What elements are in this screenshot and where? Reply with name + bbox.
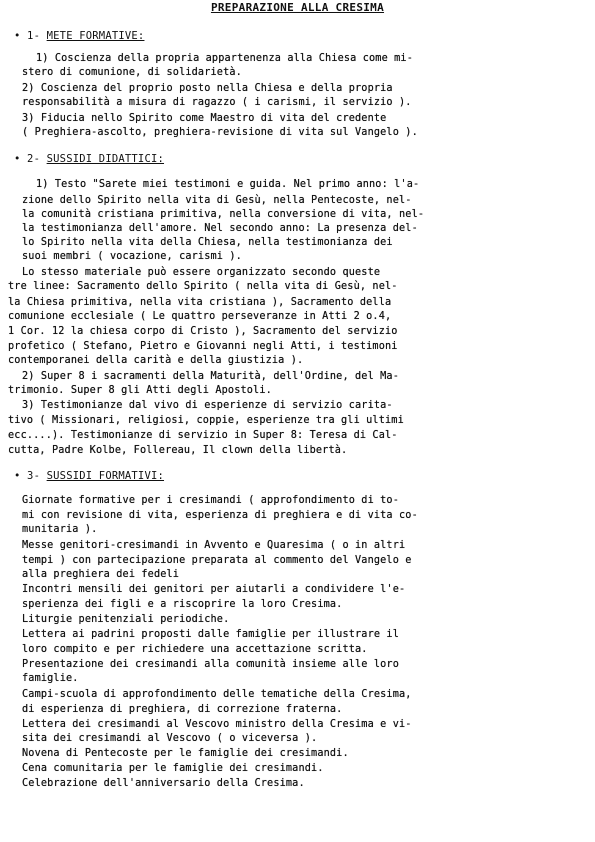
text-line: contemporanei della carità e della giustizia ). bbox=[8, 355, 304, 366]
text-line: suoi membri ( vocazione, carismi ). bbox=[22, 251, 242, 262]
text-line: Lettera ai padrini proposti dalle famiglie per illustrare il bbox=[22, 629, 400, 640]
text-line: loro compito e per richiedere una accettazione scritta. bbox=[22, 644, 368, 655]
text-line: Lettera dei cresimandi al Vescovo ministro della Cresima e vi- bbox=[22, 719, 412, 730]
text-line: la testimonianza dell'amore. Nel secondo anno: La presenza del- bbox=[22, 223, 418, 234]
text-line: lo Spirito nella vita della Chiesa, nella testimonianza dei bbox=[22, 237, 393, 248]
text-line: 3) Fiducia nello Spirito come Maestro di vita del credente bbox=[22, 113, 387, 124]
text-line: Giornate formative per i cresimandi ( approfondimento di to- bbox=[22, 495, 400, 506]
text-line: cutta, Padre Kolbe, Follereau, Il clown della libertà. bbox=[8, 445, 348, 456]
section-1-heading: • 1- METE FORMATIVE: bbox=[14, 30, 145, 42]
text-line: Incontri mensili dei genitori per aiutarli a condividere l'e- bbox=[22, 584, 406, 595]
text-line: munitaria ). bbox=[22, 524, 98, 535]
section-2-heading: • 2- SUSSIDI DIDATTICI: bbox=[14, 153, 165, 165]
text-line: famiglie. bbox=[22, 673, 79, 684]
text-line: 3) Testimonianze dal vivo di esperienze di servizio carita- bbox=[22, 400, 393, 411]
text-line: Messe genitori-cresimandi in Avvento e Quaresima ( o in altri bbox=[22, 540, 406, 551]
text-line: Liturgie penitenziali periodiche. bbox=[22, 614, 230, 625]
text-line: 1) Coscienza della propria appartenenza alla Chiesa come mi- bbox=[36, 53, 414, 64]
text-line: ecc....). Testimonianze di servizio in Super 8: Teresa di Cal- bbox=[8, 430, 398, 441]
text-line: Celebrazione dell'anniversario della Cresima. bbox=[22, 778, 305, 789]
text-line: comunione ecclesiale ( Le quattro perseveranze in Atti 2 o.4, bbox=[8, 311, 392, 322]
section-3-title: SUSSIDI FORMATIVI: bbox=[46, 470, 165, 482]
text-line: profetico ( Stefano, Pietro e Giovanni negli Atti, i testimoni bbox=[8, 341, 398, 352]
text-line: Lo stesso materiale può essere organizzato secondo queste bbox=[22, 267, 381, 278]
text-line: Campi-scuola di approfondimento delle tematiche della Cresima, bbox=[22, 689, 412, 700]
text-line: 1) Testo "Sarete miei testimoni e guida. Nel primo anno: l'a- bbox=[36, 179, 420, 190]
section-2-title: SUSSIDI DIDATTICI: bbox=[46, 153, 165, 165]
text-line: zione dello Spirito nella vita di Gesù, nella Pentecoste, nel- bbox=[22, 195, 412, 206]
text-line: responsabilità a misura di ragazzo ( i carismi, il servizio ). bbox=[22, 97, 412, 108]
text-line: alla preghiera dei fedeli bbox=[22, 569, 180, 580]
section-3-number: 3- bbox=[27, 470, 41, 482]
text-line: sita dei cresimandi al Vescovo ( o viceversa ). bbox=[22, 733, 318, 744]
text-line: 2) Super 8 i sacramenti della Maturità, dell'Ordine, del Ma- bbox=[22, 371, 400, 382]
text-line: ( Preghiera-ascolto, preghiera-revisione di vita sul Vangelo ). bbox=[22, 127, 418, 138]
text-line: stero di comunione, di solidarietà. bbox=[22, 67, 242, 78]
text-line: 1 Cor. 12 la chiesa corpo di Cristo ), Sacramento del servizio bbox=[8, 326, 398, 337]
section-1-title: METE FORMATIVE: bbox=[46, 30, 145, 42]
text-line: Cena comunitaria per le famiglie dei cresimandi. bbox=[22, 763, 324, 774]
section-2-number: 2- bbox=[27, 153, 41, 165]
text-line: la Chiesa primitiva, nella vita cristiana ), Sacramento della bbox=[8, 297, 392, 308]
document-title: PREPARAZIONE ALLA CRESIMA bbox=[210, 1, 385, 14]
text-line: tre linee: Sacramento dello Spirito ( nella vita di Gesù, nel- bbox=[8, 281, 398, 292]
text-line: tivo ( Missionari, religiosi, coppie, esperienze tra gli ultimi bbox=[8, 415, 404, 426]
text-line: sperienza dei figli e a riscoprire la loro Cresima. bbox=[22, 599, 343, 610]
text-line: Novena di Pentecoste per le famiglie dei cresimandi. bbox=[22, 748, 349, 759]
text-line: Presentazione dei cresimandi alla comunità insieme alle loro bbox=[22, 659, 400, 670]
text-line: 2) Coscienza del proprio posto nella Chiesa e della propria bbox=[22, 83, 393, 94]
text-line: di esperienza di preghiera, di correzione fraterna. bbox=[22, 704, 343, 715]
section-1-number: 1- bbox=[27, 30, 41, 42]
text-line: mi con revisione di vita, esperienza di preghiera e di vita co- bbox=[22, 510, 418, 521]
text-line: tempi ) con partecipazione preparata al commento del Vangelo e bbox=[22, 555, 412, 566]
text-line: trimonio. Super 8 gli Atti degli Apostoli. bbox=[8, 385, 272, 396]
text-line: la comunità cristiana primitiva, nella conversione di vita, nel- bbox=[22, 209, 425, 220]
section-3-heading: • 3- SUSSIDI FORMATIVI: bbox=[14, 470, 165, 482]
